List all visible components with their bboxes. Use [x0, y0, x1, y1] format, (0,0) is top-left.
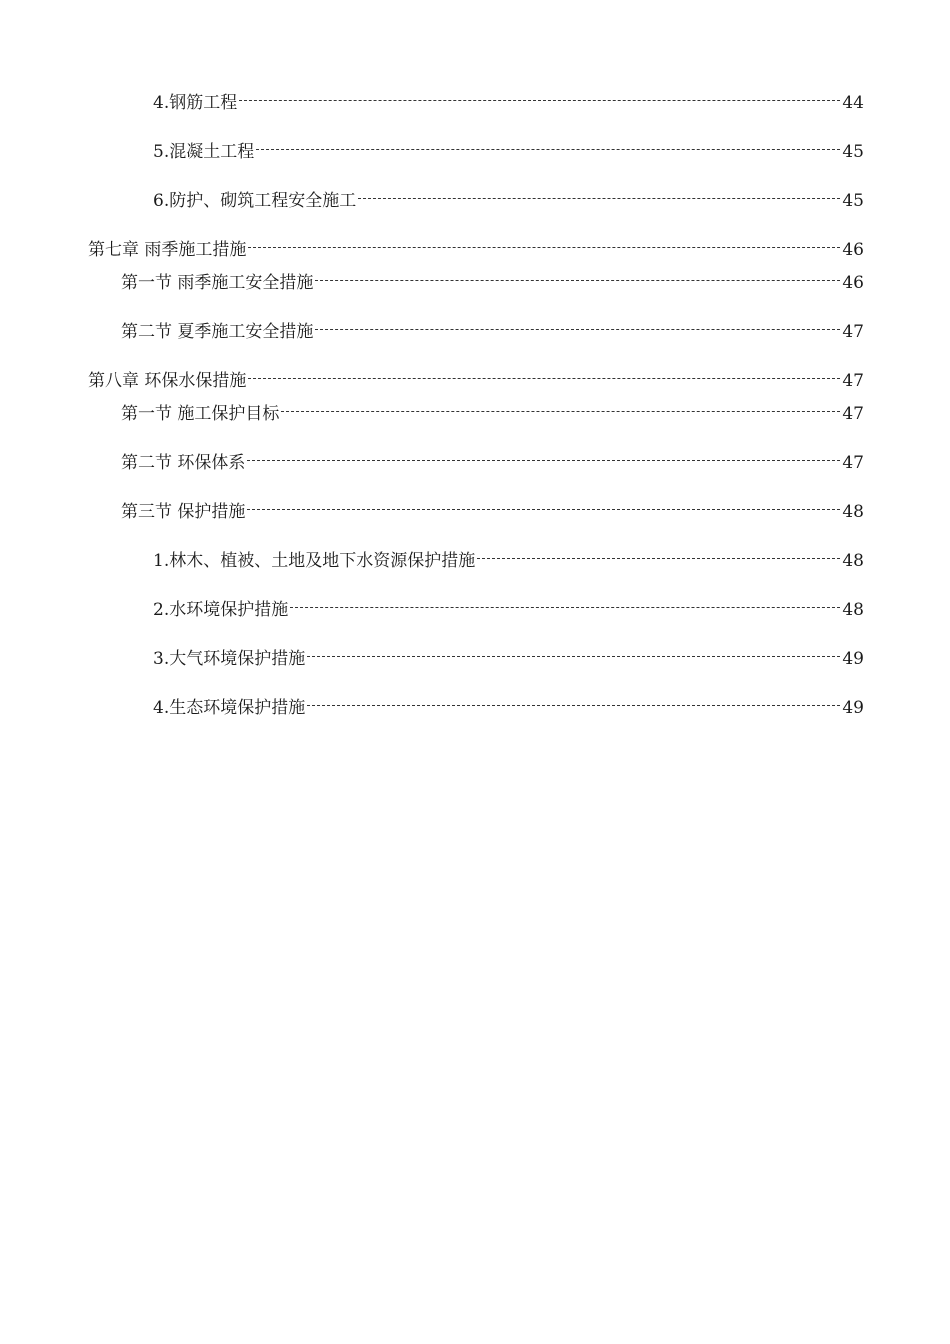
toc-entry-page: 47: [842, 404, 864, 424]
toc-entry-page: 47: [842, 453, 864, 473]
toc-section-entry[interactable]: [121, 501, 864, 523]
toc-entry-title: 6.防护、砌筑工程安全施工: [153, 191, 357, 211]
toc-entry-title: 5.混凝土工程: [153, 142, 255, 162]
toc-entry[interactable]: [153, 550, 864, 572]
toc-entry-title: 第八章 环保水保措施: [88, 371, 247, 391]
toc-leader: [247, 509, 840, 510]
toc-leader: [248, 247, 840, 248]
toc-entry-page: 45: [842, 191, 864, 211]
toc-chapter-entry[interactable]: [88, 370, 864, 392]
toc-leader: [315, 280, 840, 281]
toc-entry-page: 48: [842, 502, 864, 522]
toc-section-entry[interactable]: [121, 452, 864, 474]
toc-entry-page: 49: [842, 649, 864, 669]
toc-section-entry[interactable]: [121, 272, 864, 294]
toc-entry[interactable]: [153, 697, 864, 719]
toc-entry-page: 47: [842, 322, 864, 342]
toc-chapter-entry[interactable]: [88, 239, 864, 261]
toc-leader: [239, 100, 840, 101]
toc-entry[interactable]: [153, 141, 864, 163]
toc-entry[interactable]: [153, 599, 864, 621]
toc-leader: [247, 460, 840, 461]
toc-leader: [315, 329, 840, 330]
toc-entry-title: 4.生态环境保护措施: [153, 698, 306, 718]
toc-entry-page: 45: [842, 142, 864, 162]
toc-entry-page: 44: [842, 93, 864, 113]
toc-entry-title: 第三节 保护措施: [121, 502, 246, 522]
toc-entry-page: 47: [842, 371, 864, 391]
toc-entry-page: 46: [842, 273, 864, 293]
toc-entry-title: 第二节 环保体系: [121, 453, 246, 473]
toc-entry-title: 第一节 施工保护目标: [121, 404, 280, 424]
toc-entry-title: 3.大气环境保护措施: [153, 649, 306, 669]
toc-entry-page: 49: [842, 698, 864, 718]
toc-entry-page: 46: [842, 240, 864, 260]
toc-leader: [477, 558, 840, 559]
toc-leader: [281, 411, 840, 412]
toc-leader: [358, 198, 840, 199]
toc-section-entry[interactable]: [121, 321, 864, 343]
toc-leader: [307, 656, 840, 657]
toc-entry-title: 第一节 雨季施工安全措施: [121, 273, 314, 293]
toc-entry-title: 2.水环境保护措施: [153, 600, 289, 620]
toc-leader: [307, 705, 840, 706]
toc-entry-title: 1.林木、植被、土地及地下水资源保护措施: [153, 551, 476, 571]
toc-entry[interactable]: [153, 92, 864, 114]
toc-leader: [256, 149, 840, 150]
toc-leader: [248, 378, 840, 379]
toc-entry-page: 48: [842, 551, 864, 571]
toc-leader: [290, 607, 840, 608]
toc-entry-page: 48: [842, 600, 864, 620]
toc-entry[interactable]: [153, 648, 864, 670]
toc-section-entry[interactable]: [121, 403, 864, 425]
toc-entry-title: 第二节 夏季施工安全措施: [121, 322, 314, 342]
toc-entry-title: 4.钢筋工程: [153, 93, 238, 113]
toc-entry-title: 第七章 雨季施工措施: [88, 240, 247, 260]
toc-entry[interactable]: [153, 190, 864, 212]
